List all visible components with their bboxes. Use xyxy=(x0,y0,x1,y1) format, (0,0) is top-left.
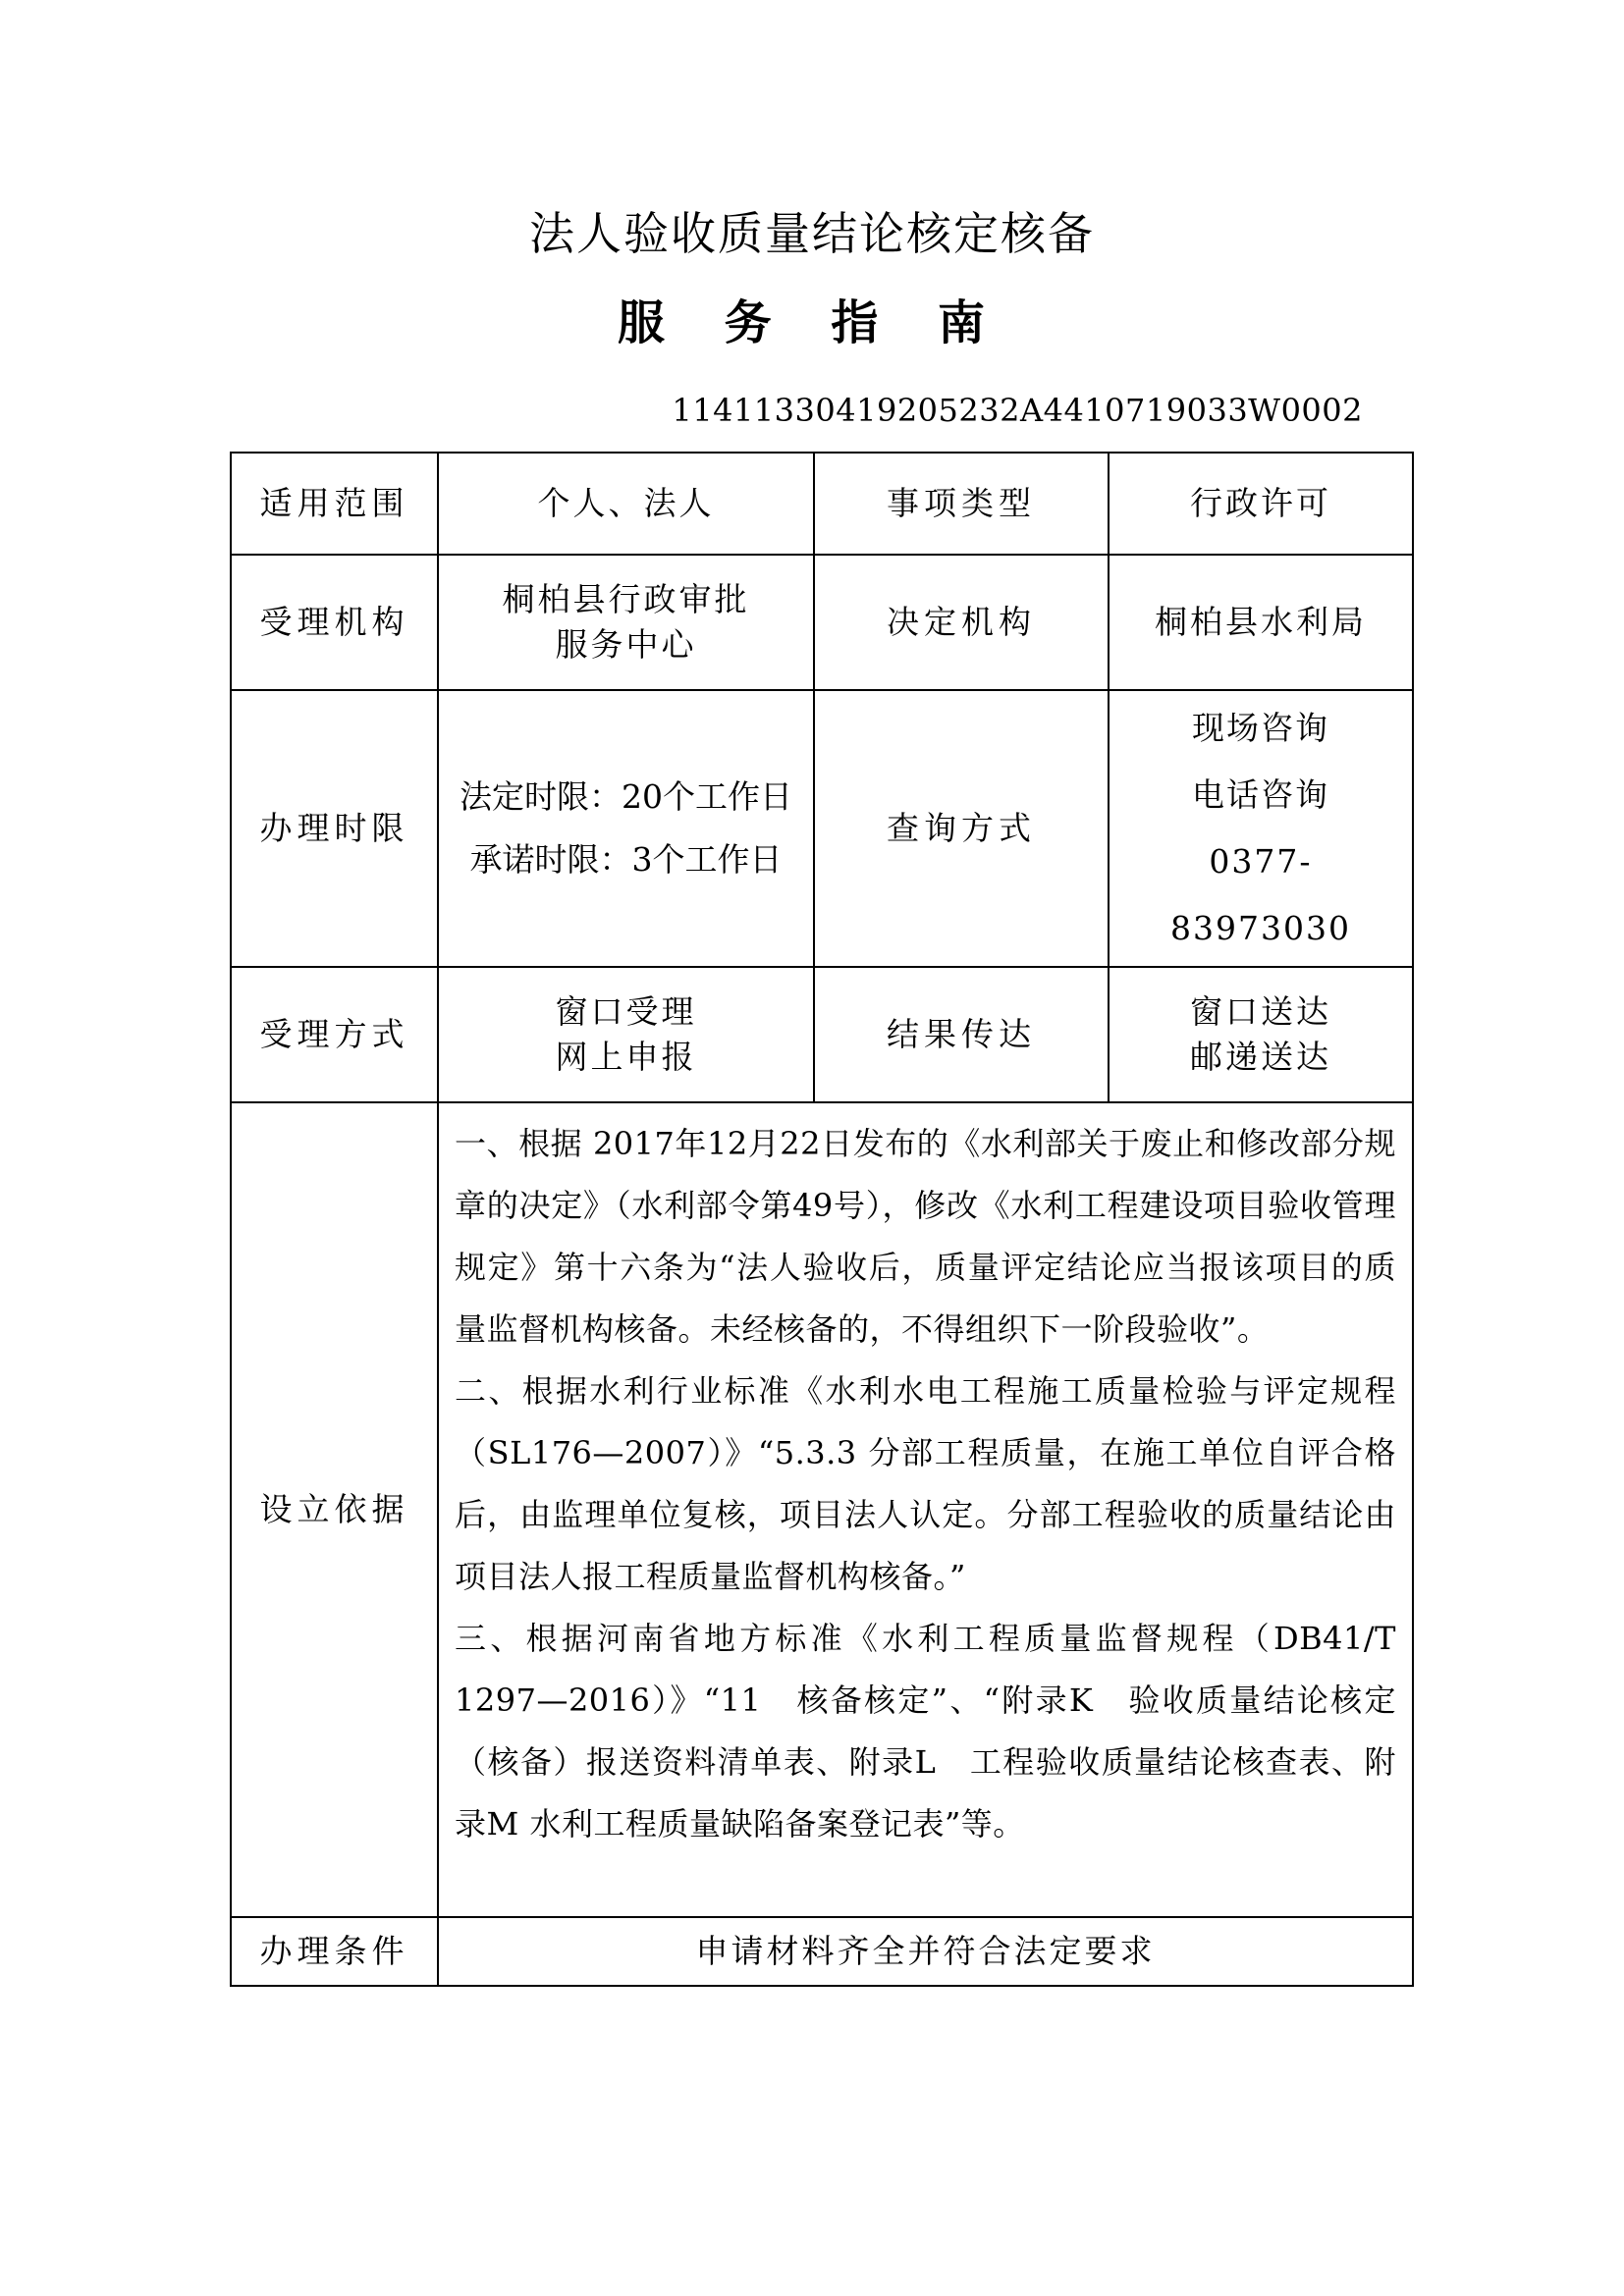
basis-paragraph-1: 一、根据 2017年12月22日发布的《水利部关于废止和修改部分规章的决定》（水利部令第49号），修改《水利工程建设项目验收管理规定》第十六条为“法人验收后，质量评定结论应当报该项目的质量监督机构核备。未经核备的，不得组织下一阶段验收”。 xyxy=(455,1125,1396,1348)
table-row-accept-method xyxy=(231,967,1413,1102)
label-decision-org: 决定机构 xyxy=(814,555,1109,690)
label-result-delivery: 结果传达 xyxy=(814,967,1109,1102)
value-decision-org: 桐柏县水利局 xyxy=(1109,555,1413,690)
label-basis: 设立依据 xyxy=(231,1102,438,1917)
value-query-line2: 电话咨询 xyxy=(1192,775,1329,814)
value-conditions: 申请材料齐全并符合法定要求 xyxy=(438,1917,1413,1986)
document-title: 法人验收质量结论核定核备 xyxy=(529,207,1095,260)
table-row-basis xyxy=(231,1102,1413,1917)
value-time-limit xyxy=(438,690,814,967)
label-query-method: 查询方式 xyxy=(814,690,1109,967)
basis-paragraph-2: 二、根据水利行业标准《水利水电工程施工质量检验与评定规程（SL176—2007）》“5.3.3 分部工程质量，在施工单位自评合格后，由监理单位复核，项目法人认定。分部工程验收的质量结论由项目法人报工程质量监督机构核备。” xyxy=(455,1372,1396,1595)
label-scope: 适用范围 xyxy=(231,453,438,555)
value-query-line1: 现场咨询 xyxy=(1192,709,1329,747)
value-accept-org-line1: 桐柏县行政审批 xyxy=(502,580,750,618)
label-accept-method: 受理方式 xyxy=(231,967,438,1102)
value-accept-method-line1: 窗口受理 xyxy=(555,992,697,1031)
document-code: 11411330419205232A4410719033W0002 xyxy=(672,392,1363,429)
value-result-line1: 窗口送达 xyxy=(1190,992,1331,1031)
table-row-scope xyxy=(231,453,1413,555)
value-accept-org xyxy=(438,555,814,690)
service-guide-table xyxy=(230,452,1414,1987)
value-time-limit-line2: 承诺时限：3个工作日 xyxy=(469,840,783,879)
value-time-limit-line1: 法定时限：20个工作日 xyxy=(460,777,792,816)
value-scope: 个人、法人 xyxy=(438,453,814,555)
table-row-organization xyxy=(231,555,1413,690)
label-item-type: 事项类型 xyxy=(814,453,1109,555)
value-result-line2: 邮递送达 xyxy=(1190,1038,1331,1076)
value-query-method xyxy=(1109,690,1413,967)
table-row-conditions xyxy=(231,1917,1413,1986)
value-item-type: 行政许可 xyxy=(1109,453,1413,555)
value-result-delivery xyxy=(1109,967,1413,1102)
label-conditions: 办理条件 xyxy=(231,1917,438,1986)
document-subtitle: 服 务 指 南 xyxy=(617,295,1007,350)
value-accept-org-line2: 服务中心 xyxy=(555,625,697,664)
table-row-time-limit xyxy=(231,690,1413,967)
value-basis xyxy=(438,1102,1413,1917)
basis-paragraph-3: 三、根据河南省地方标准《水利工程质量监督规程（DB41/T 1297—2016）》“11 核备核定”、“附录K 验收质量结论核定（核备）报送资料清单表、附录L 工程验收质量结论核查表、附录M 水利工程质量缺陷备案登记表”等。 xyxy=(455,1620,1396,1842)
label-accept-org: 受理机构 xyxy=(231,555,438,690)
value-accept-method xyxy=(438,967,814,1102)
value-query-phone: 0377-83973030 xyxy=(1170,842,1351,947)
value-accept-method-line2: 网上申报 xyxy=(555,1038,697,1076)
label-time-limit: 办理时限 xyxy=(231,690,438,967)
